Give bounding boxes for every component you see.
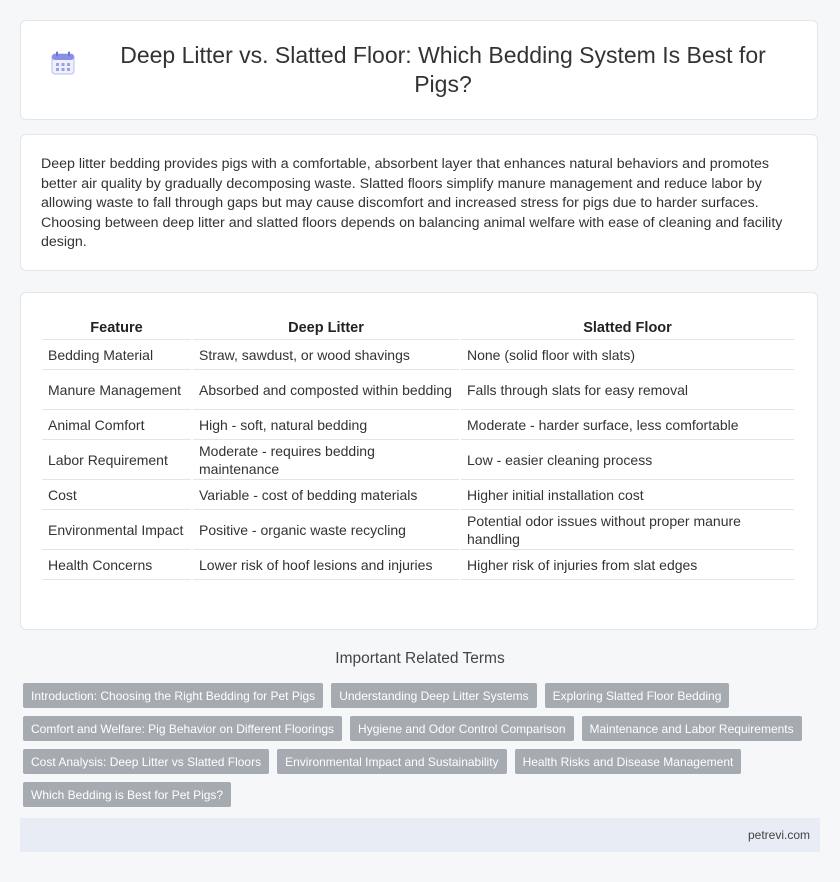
related-term-tag[interactable]: Health Risks and Disease Management bbox=[515, 749, 742, 774]
related-term-tag[interactable]: Environmental Impact and Sustainability bbox=[277, 749, 506, 774]
table-cell: Higher initial installation cost bbox=[461, 480, 794, 510]
table-cell: None (solid floor with slats) bbox=[461, 340, 794, 370]
intro-card bbox=[20, 134, 818, 271]
related-terms-list bbox=[23, 683, 823, 815]
calendar-icon bbox=[50, 50, 76, 76]
table-cell: Moderate - harder surface, less comfortable bbox=[461, 410, 794, 440]
table-cell: Positive - organic waste recycling bbox=[193, 510, 459, 550]
table-cell: Potential odor issues without proper manure handling bbox=[461, 510, 794, 550]
table-cell: High - soft, natural bedding bbox=[193, 410, 459, 440]
table-row bbox=[42, 340, 794, 370]
table-cell: Absorbed and composted within bedding bbox=[193, 370, 459, 410]
table-row bbox=[42, 550, 794, 580]
footer bbox=[20, 818, 820, 852]
table-cell: Cost bbox=[42, 480, 191, 510]
table-row bbox=[42, 440, 794, 480]
related-term-tag[interactable]: Which Bedding is Best for Pet Pigs? bbox=[23, 782, 231, 807]
table-row bbox=[42, 370, 794, 410]
related-term-tag[interactable]: Cost Analysis: Deep Litter vs Slatted Floors bbox=[23, 749, 269, 774]
header-card bbox=[20, 20, 818, 120]
related-term-tag[interactable]: Introduction: Choosing the Right Bedding for Pet Pigs bbox=[23, 683, 323, 708]
table-cell: Straw, sawdust, or wood shavings bbox=[193, 340, 459, 370]
footer-site-link[interactable]: petrevi.com bbox=[747, 828, 810, 842]
column-header-slatted-floor: Slatted Floor bbox=[461, 313, 794, 340]
column-header-feature: Feature bbox=[42, 313, 191, 340]
related-term-tag[interactable]: Comfort and Welfare: Pig Behavior on Different Floorings bbox=[23, 716, 342, 741]
intro-text: Deep litter bedding provides pigs with a comfortable, absorbent layer that enhances natural behaviors and promotes better air quality by gradually decomposing waste. Slatted floors simplify manure management and reduce labor by allowing waste to fall through gaps but may cause discomfort and increased stress for pigs due to harder surfaces. Choosing between deep litter and slatted floors depends on balancing animal welfare with ease of cleaning and facility design. bbox=[41, 156, 783, 251]
table-row bbox=[42, 480, 794, 510]
table-cell: Moderate - requires bedding maintenance bbox=[193, 440, 459, 480]
table-cell: Lower risk of hoof lesions and injuries bbox=[193, 550, 459, 580]
related-term-tag[interactable]: Understanding Deep Litter Systems bbox=[331, 683, 536, 708]
column-header-deep-litter: Deep Litter bbox=[193, 313, 459, 340]
table-cell: Animal Comfort bbox=[42, 410, 191, 440]
related-term-tag[interactable]: Hygiene and Odor Control Comparison bbox=[350, 716, 573, 741]
comparison-table-card bbox=[20, 292, 818, 630]
table-cell: Labor Requirement bbox=[42, 440, 191, 480]
table-row bbox=[42, 410, 794, 440]
table-cell: Bedding Material bbox=[42, 340, 191, 370]
table-cell: Environmental Impact bbox=[42, 510, 191, 550]
table-cell: Health Concerns bbox=[42, 550, 191, 580]
table-cell: Variable - cost of bedding materials bbox=[193, 480, 459, 510]
table-cell: Manure Management bbox=[42, 370, 191, 410]
page-title: Deep Litter vs. Slatted Floor: Which Bedding System Is Best for Pigs? bbox=[120, 42, 766, 97]
table-row bbox=[42, 510, 794, 550]
related-term-tag[interactable]: Exploring Slatted Floor Bedding bbox=[545, 683, 730, 708]
table-cell: Falls through slats for easy removal bbox=[461, 370, 794, 410]
related-term-tag[interactable]: Maintenance and Labor Requirements bbox=[582, 716, 802, 741]
related-terms-title: Important Related Terms bbox=[335, 650, 505, 667]
comparison-table bbox=[40, 313, 796, 580]
table-cell: Low - easier cleaning process bbox=[461, 440, 794, 480]
table-cell: Higher risk of injuries from slat edges bbox=[461, 550, 794, 580]
table-header-row bbox=[42, 313, 794, 340]
